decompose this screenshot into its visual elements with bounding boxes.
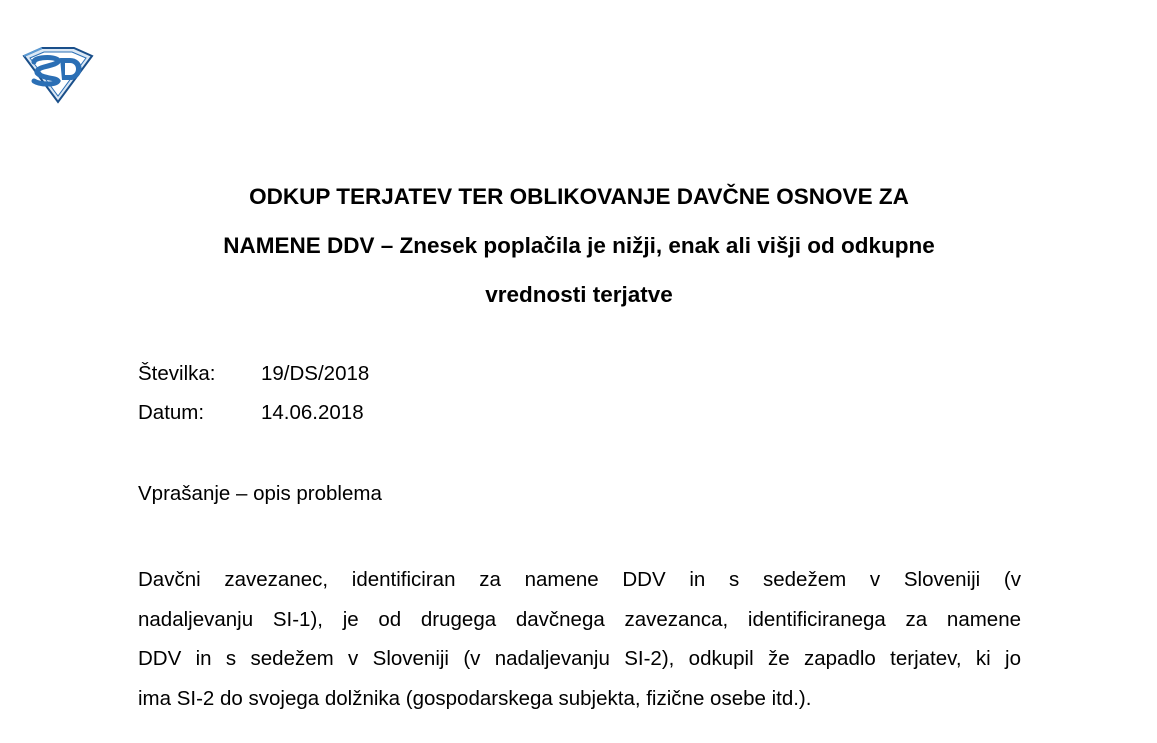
body-line-3: DDV in s sedežem v Sloveniji (v nadaljevanju SI-2), odkupil že zapadlo terjatev, ki jo bbox=[138, 647, 1021, 670]
body-line-1: Davčni zavezanec, identificiran za namene DDV in s sedežem v Sloveniji (v bbox=[138, 568, 1021, 591]
body-line-2: nadaljevanju SI-1), je od drugega davčnega zavezanca, identificiranega za namene bbox=[138, 607, 1021, 631]
body-paragraph bbox=[138, 560, 1021, 718]
title-line-1: ODKUP TERJATEV TER OBLIKOVANJE DAVČNE OSNOVE ZA bbox=[249, 184, 909, 209]
title-line-2: NAMENE DDV – Znesek poplačila je nižji, enak ali višji od odkupne bbox=[223, 233, 935, 258]
number-value: 19/DS/2018 bbox=[261, 362, 370, 385]
meta-number-row bbox=[138, 362, 369, 386]
date-value: 14.06.2018 bbox=[261, 401, 364, 424]
number-label: Številka: bbox=[138, 362, 216, 385]
sd-shield-logo-icon bbox=[20, 46, 96, 104]
title-line-3: vrednosti terjatve bbox=[485, 282, 673, 307]
date-label: Datum: bbox=[138, 401, 205, 424]
section-heading: Vprašanje – opis problema bbox=[138, 482, 382, 505]
logo bbox=[20, 46, 96, 104]
document-title bbox=[118, 172, 1040, 319]
meta-date-row bbox=[138, 401, 364, 425]
body-line-4: ima SI-2 do svojega dolžnika (gospodarskega subjekta, fizične osebe itd.). bbox=[138, 686, 812, 710]
